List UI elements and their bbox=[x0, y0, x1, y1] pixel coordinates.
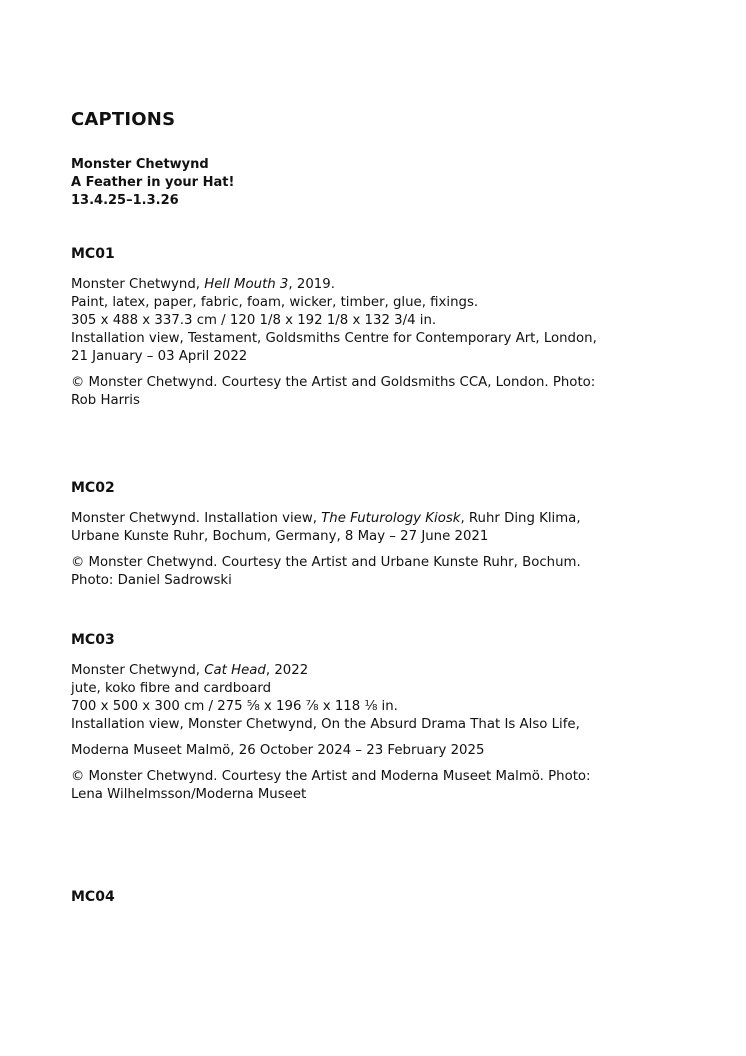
caption-mc01 bbox=[71, 276, 711, 410]
caption-installation: Urbane Kunste Ruhr, Bochum, Germany, 8 May – 27 June 2021 bbox=[71, 529, 489, 544]
caption-installation: Installation view, Testament, Goldsmiths Centre for Contemporary Art, London, bbox=[71, 331, 597, 346]
caption-artwork-line: Monster Chetwynd, Hell Mouth 3, 2019. bbox=[71, 277, 335, 292]
caption-credit-photographer: Lena Wilhelmsson/Moderna Museet bbox=[71, 787, 307, 802]
caption-credit: © Monster Chetwynd. Courtesy the Artist and Goldsmiths CCA, London. Photo: bbox=[71, 375, 596, 390]
caption-id-mc03: MC03 bbox=[71, 632, 115, 648]
artwork-title: The Futurology Kiosk bbox=[321, 511, 461, 526]
caption-credit-photographer: Photo: Daniel Sadrowski bbox=[71, 573, 232, 588]
artwork-title: Hell Mouth 3 bbox=[204, 277, 289, 292]
caption-id-mc04: MC04 bbox=[71, 889, 115, 905]
caption-materials: jute, koko fibre and cardboard bbox=[71, 681, 272, 696]
caption-credit: © Monster Chetwynd. Courtesy the Artist and Moderna Museet Malmö. Photo: bbox=[71, 769, 591, 784]
artwork-title: Cat Head bbox=[204, 663, 266, 678]
caption-credit-photographer: Rob Harris bbox=[71, 393, 140, 408]
caption-id-mc02: MC02 bbox=[71, 480, 115, 496]
caption-installation: Installation view, Monster Chetwynd, On the Absurd Drama That Is Also Life, bbox=[71, 717, 580, 732]
caption-artwork-line: Monster Chetwynd, Cat Head, 2022 bbox=[71, 663, 309, 678]
page-title: CAPTIONS bbox=[71, 109, 176, 130]
caption-materials: Paint, latex, paper, fabric, foam, wicker, timber, glue, fixings. bbox=[71, 295, 479, 310]
exhibition-artist: Monster Chetwynd bbox=[71, 157, 209, 172]
caption-installation-dates: 21 January – 03 April 2022 bbox=[71, 349, 248, 364]
exhibition-dates: 13.4.25–1.3.26 bbox=[71, 193, 179, 208]
caption-artwork-line: Monster Chetwynd. Installation view, The Futurology Kiosk, Ruhr Ding Klima, bbox=[71, 511, 581, 526]
exhibition-name: A Feather in your Hat! bbox=[71, 175, 235, 190]
caption-dimensions: 305 x 488 x 337.3 cm / 120 1/8 x 192 1/8 x 132 3/4 in. bbox=[71, 313, 437, 328]
caption-id-mc01: MC01 bbox=[71, 246, 115, 262]
caption-mc03 bbox=[71, 662, 711, 804]
caption-installation-dates: Moderna Museet Malmö, 26 October 2024 – 23 February 2025 bbox=[71, 743, 485, 758]
caption-dimensions: 700 x 500 x 300 cm / 275 ⅝ x 196 ⅞ x 118 ⅛ in. bbox=[71, 699, 398, 714]
caption-credit: © Monster Chetwynd. Courtesy the Artist and Urbane Kunste Ruhr, Bochum. bbox=[71, 555, 581, 570]
caption-mc02 bbox=[71, 510, 711, 590]
exhibition-info bbox=[71, 156, 234, 210]
